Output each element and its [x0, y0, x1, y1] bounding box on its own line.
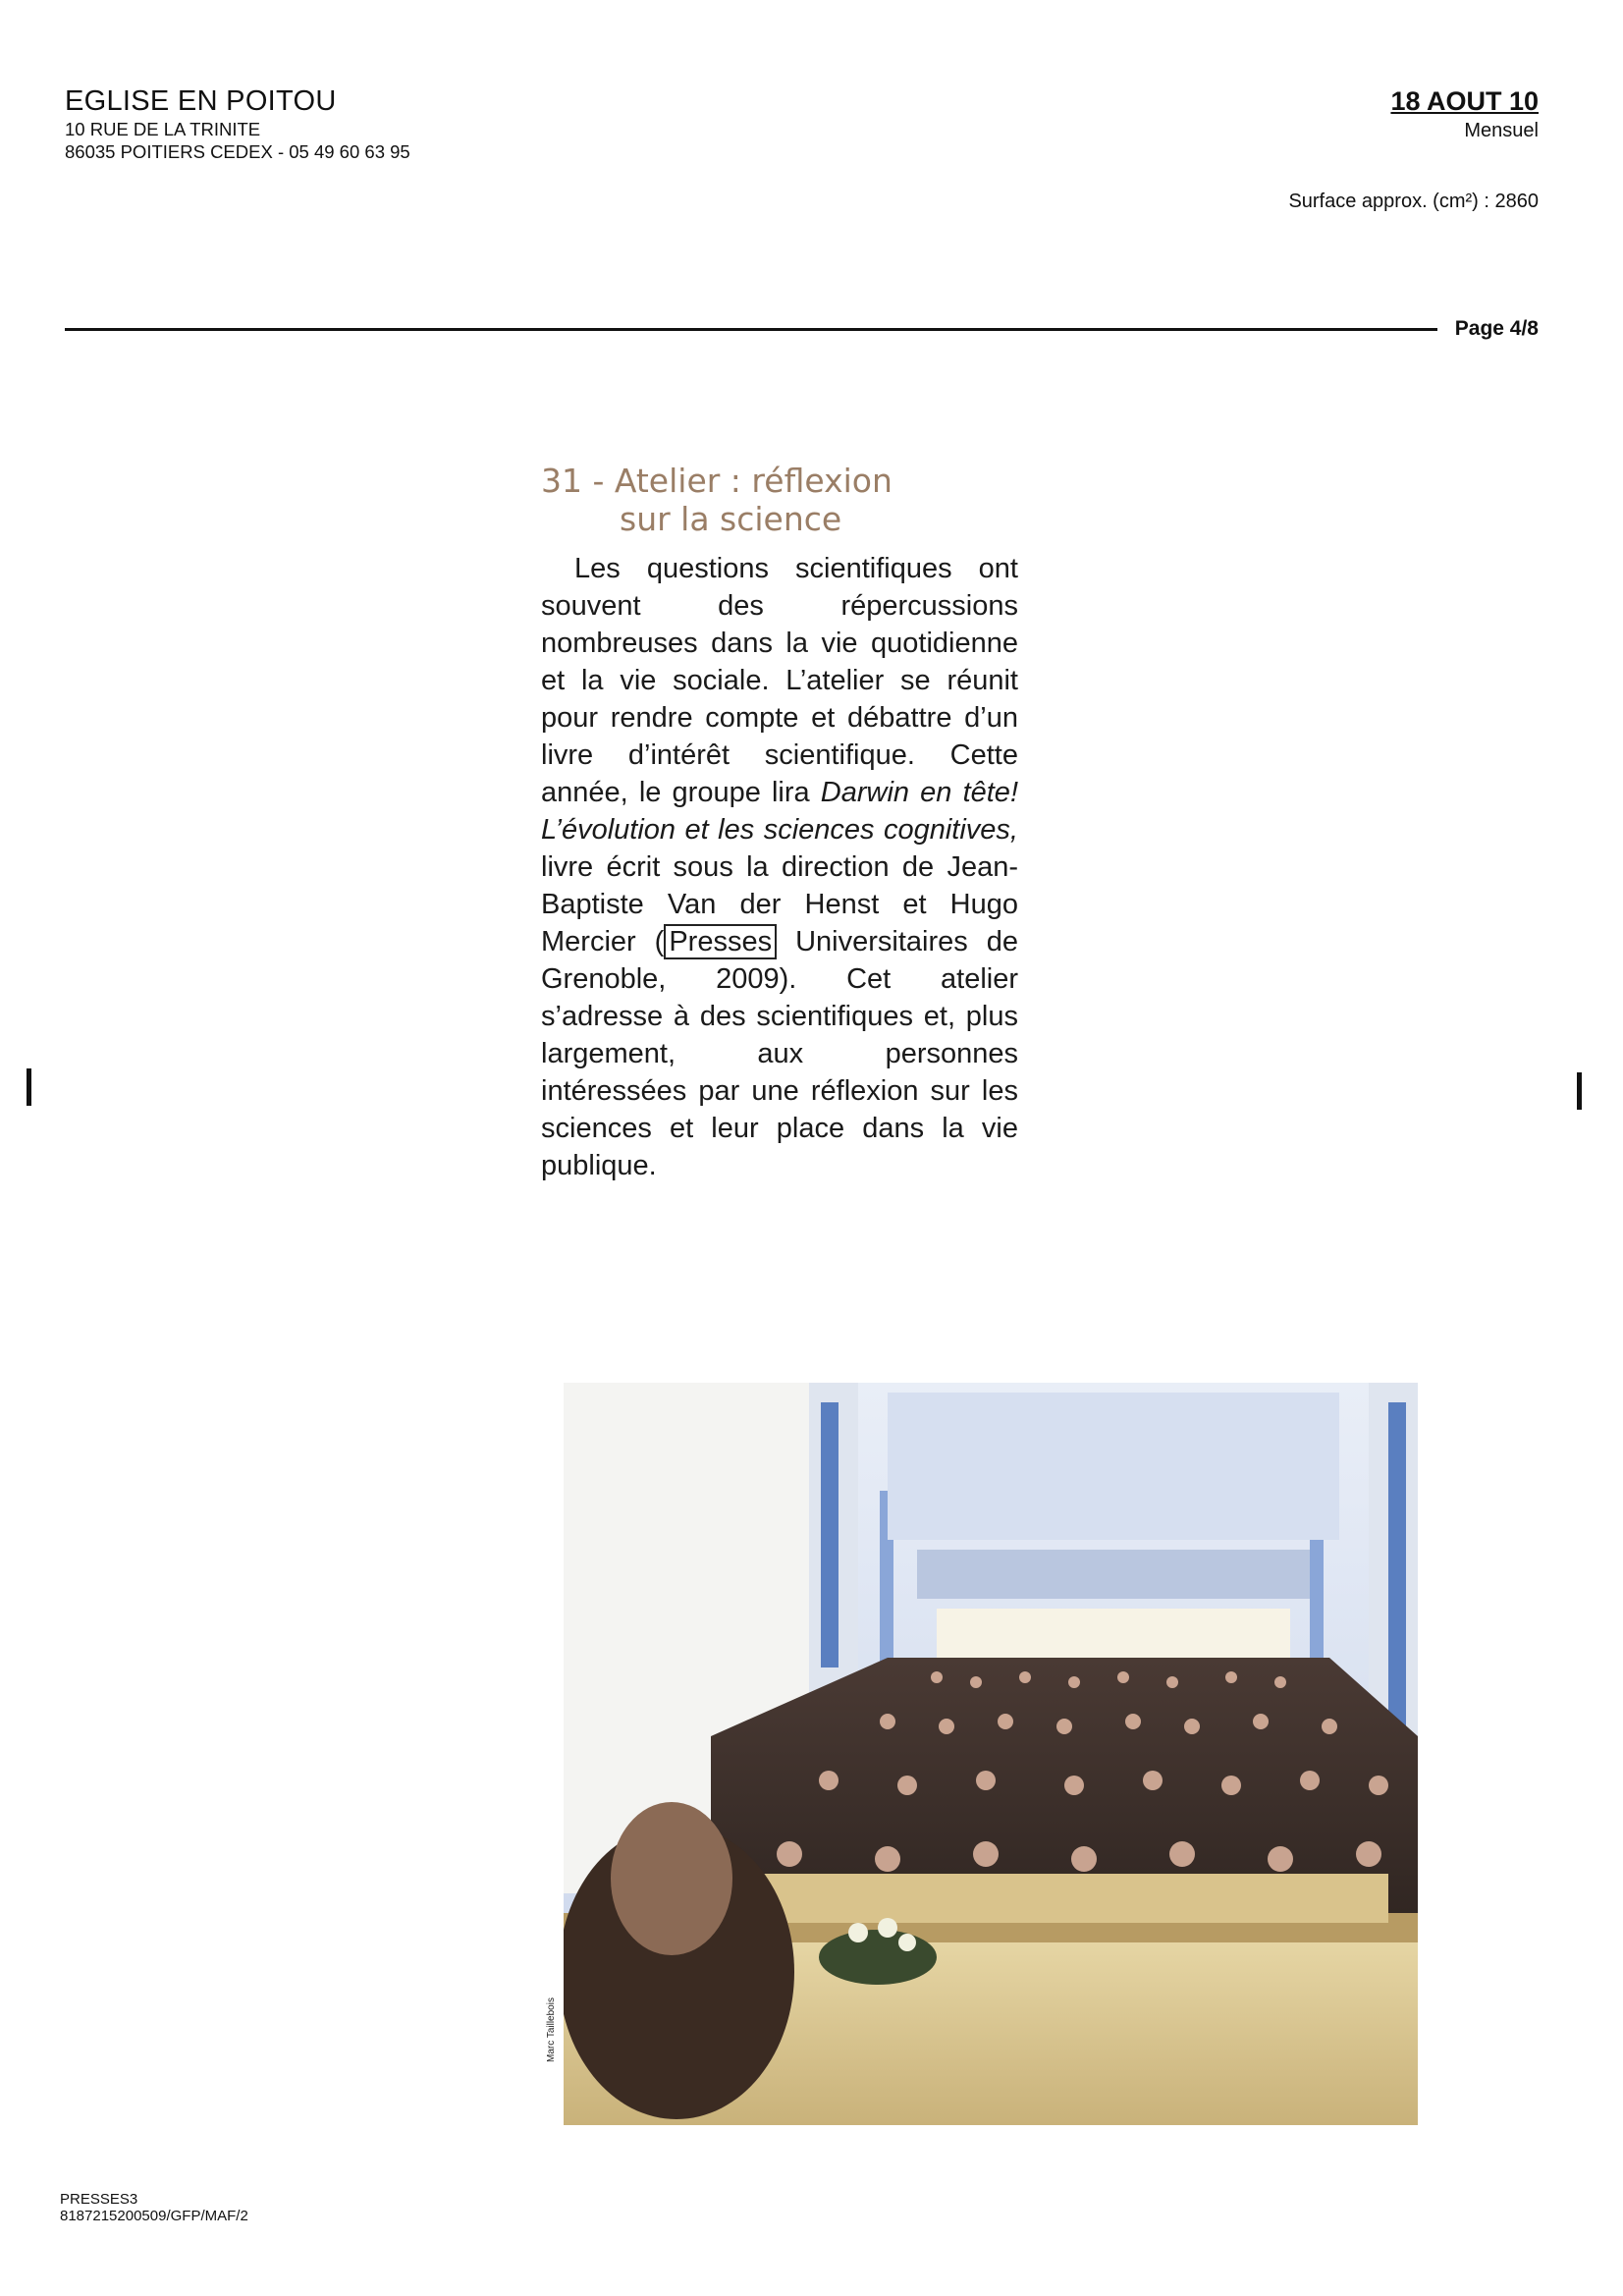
- article-body: [541, 550, 1018, 1184]
- issue-date: 18 AOUT 10: [1390, 86, 1539, 116]
- address-line-2: 86035 POITIERS CEDEX - 05 49 60 63 95: [65, 141, 410, 162]
- auditorium-photo-graphic: [564, 1383, 1418, 2125]
- publication-header: [65, 84, 410, 163]
- issue-info: [1390, 84, 1539, 143]
- surface-info: Surface approx. (cm²) : 2860: [1288, 191, 1539, 212]
- footer-line-2: 8187215200509/GFP/MAF/2: [60, 2208, 248, 2224]
- article-body-part-1: Les questions scientifiques ont souvent des répercussions nombreuses dans la vie quotidienne et la vie sociale. L’atelier se réunit pour rendre compte et débattre d’un livre d’intérêt scientifique. Cette année, le groupe lira: [541, 553, 1018, 808]
- article-body-part-3: Universitaires de Grenoble, 2009). Cet atelier s’adresse à des scientifiques et, plus largement, aux personnes intéressées par une réflexion sur les sciences et leur place dans la vie publique.: [541, 926, 1018, 1181]
- page-number: Page 4/8: [1454, 317, 1539, 340]
- article-title-line-1: 31 - Atelier : réflexion: [541, 462, 893, 500]
- footer-reference: [60, 2191, 248, 2224]
- article-title: [541, 462, 1018, 538]
- scan-margin-mark-left: [27, 1068, 31, 1106]
- auditorium-photo: [564, 1383, 1418, 2125]
- footer-line-1: PRESSES3: [60, 2191, 138, 2208]
- publication-name: EGLISE EN POITOU: [65, 85, 337, 117]
- article-title-line-2: sur la science: [620, 500, 842, 538]
- scan-margin-mark-right: [1577, 1072, 1582, 1110]
- book-title: Darwin en tête! L’évolution et les sciences cognitives,: [541, 777, 1018, 846]
- address-line-1: 10 RUE DE LA TRINITE: [65, 119, 261, 139]
- highlighted-keyword: Presses: [664, 924, 777, 959]
- article: [541, 462, 1018, 1184]
- article-body-part-2: livre écrit sous la direction de Jean-Baptiste Van der Henst et Hugo Mercier (: [541, 851, 1018, 957]
- header-rule: [65, 328, 1437, 331]
- issue-frequency: Mensuel: [1464, 120, 1539, 141]
- photo-credit: Marc Taillebois: [546, 1997, 557, 2062]
